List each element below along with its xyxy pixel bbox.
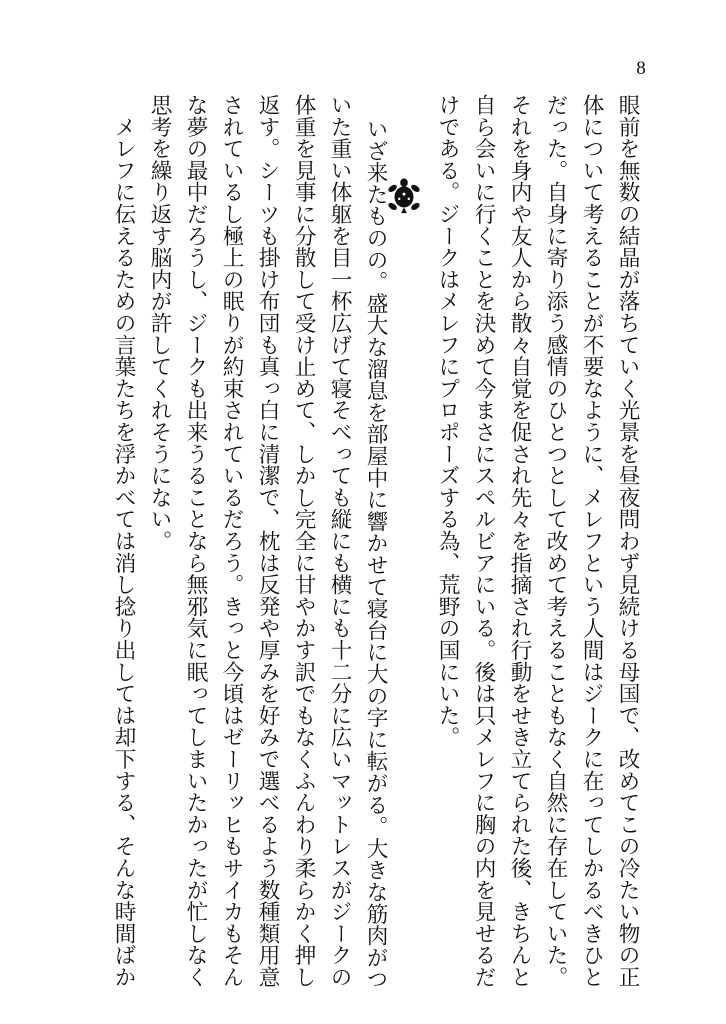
text-line-s2-7: 思考を繰り返す脳内が許してくれそうにない。 bbox=[147, 94, 172, 552]
text-line-s1-5: 自ら会いに行くことを決めて今まさにスペルビアにいる。後は只メレフに胸の内を見せるだ bbox=[471, 94, 496, 988]
text-line-s1-3: だった。自身に寄り添う感情のひとつとして改めて考えることもなく自然に存在していた。 bbox=[543, 94, 568, 988]
text-line-s1-6: けである。ジークはメレフにプロポーズする為、荒野の国にいた。 bbox=[435, 94, 460, 748]
text-line-s2-4: 返す。シーツも掛け布団も真っ白に清潔で、枕は反発や厚みを好みで選べるよう数種類用意 bbox=[255, 94, 280, 988]
page-number: 8 bbox=[636, 58, 646, 79]
text-line-s2-1: いざ来たものの。盛大な溜息を部屋中に響かせて寝台に大の字に転がる。大きな筋肉がつ bbox=[363, 118, 388, 990]
text-line-s1-1: 眼前を無数の結晶が落ちていく光景を昼夜問わず見続ける母国で、改めてこの冷たい物の正 bbox=[615, 94, 640, 988]
text-line-s2-3: 体重を見事に分散して受け止めて、しかし完全に甘やかす訳でもなくふんわり柔らかく押し bbox=[291, 94, 316, 988]
text-line-s2-2: いた重い体躯を目一杯広げて寝そべっても縦にも横にも十二分に広いマットレスがジークの bbox=[327, 94, 352, 988]
text-line-s1-4: それを身内や友人から散々自覚を促され先々を指摘され行動をせき立てられた後、きちんと bbox=[507, 94, 532, 988]
text-line-s2-8: メレフに伝えるための言葉たちを浮かべては消し捻り出しては却下する、そんな時間ばか bbox=[111, 94, 136, 988]
text-line-s1-2: 体について考えることが不要なように、メレフという人間はジークに在ってしかるべきひと bbox=[579, 94, 604, 988]
text-line-s2-5: されているし極上の眠りが約束されているだろう。きっと今頃はゼーリッヒもサイカもそん bbox=[219, 94, 244, 988]
text-line-s2-6: な夢の最中だろうし、ジークも出来うることなら無邪気に眠ってしまいたかったが忙しなく bbox=[183, 94, 208, 988]
